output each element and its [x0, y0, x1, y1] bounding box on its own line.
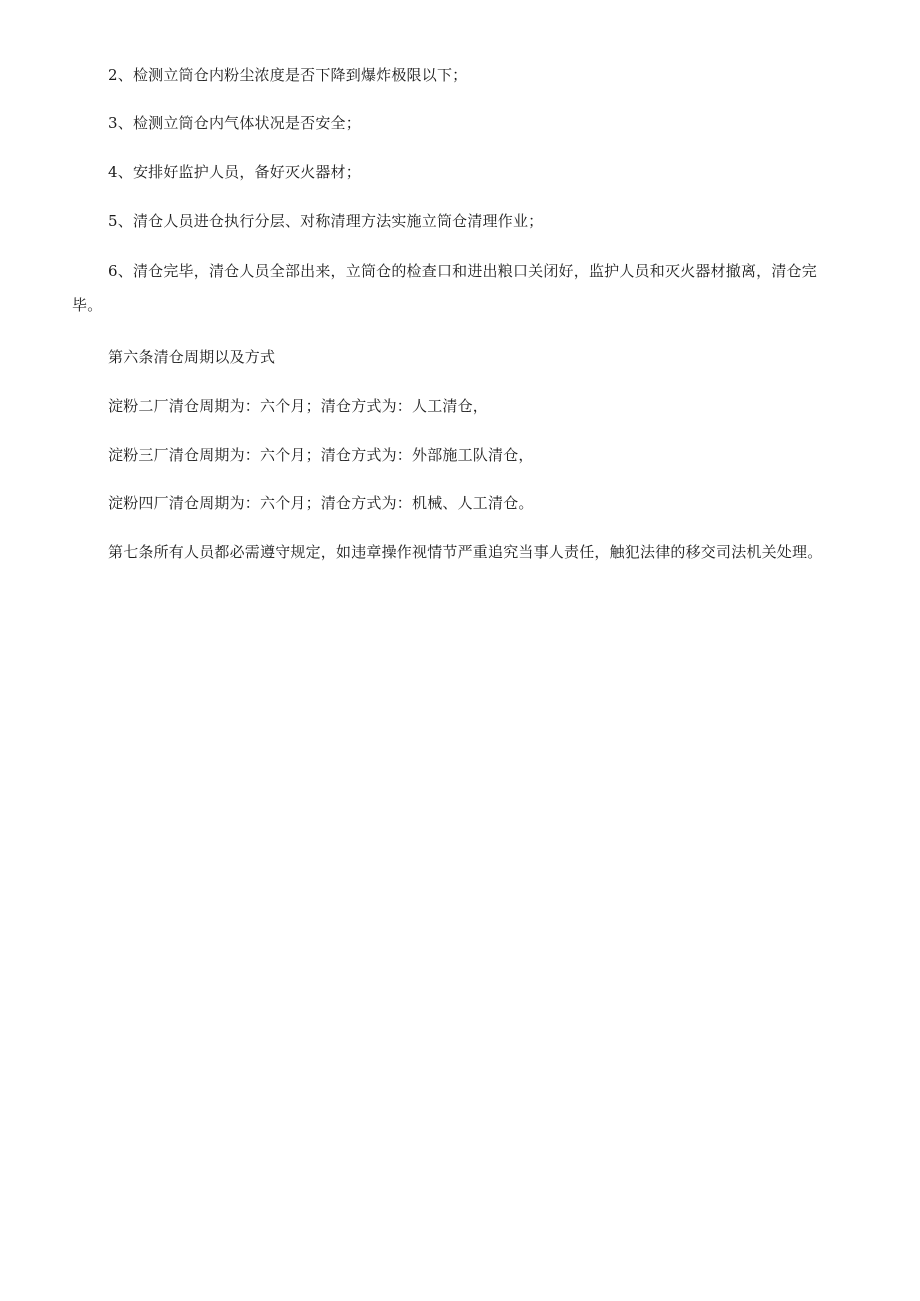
step-4-paragraph: 4、安排好监护人员，备好灭火器材； [108, 163, 361, 181]
step-5-paragraph: 5、清仓人员进仓执行分层、对称清理方法实施立筒仓清理作业； [108, 212, 544, 230]
plant-3-schedule: 淀粉三厂清仓周期为：六个月；清仓方式为：外部施工队清仓， [108, 446, 534, 464]
step-3-paragraph: 3、检测立筒仓内气体状况是否安全； [108, 114, 361, 132]
plant-4-schedule: 淀粉四厂清仓周期为：六个月；清仓方式为：机械、人工清仓。 [108, 494, 534, 512]
plant-2-schedule: 淀粉二厂清仓周期为：六个月；清仓方式为：人工清仓， [108, 397, 489, 415]
article-6-heading: 第六条清仓周期以及方式 [108, 348, 276, 366]
step-2-paragraph: 2、检测立筒仓内粉尘浓度是否下降到爆炸极限以下； [108, 66, 468, 84]
article-7-paragraph: 第七条所有人员都必需遵守规定，如违章操作视情节严重追究当事人责任，触犯法律的移交司法机关处理。 [108, 543, 823, 561]
step-6-paragraph: 6、清仓完毕，清仓人员全部出来，立筒仓的检查口和进出粮口关闭好，监护人员和灭火器材撤离，清仓完毕。 [72, 262, 817, 314]
